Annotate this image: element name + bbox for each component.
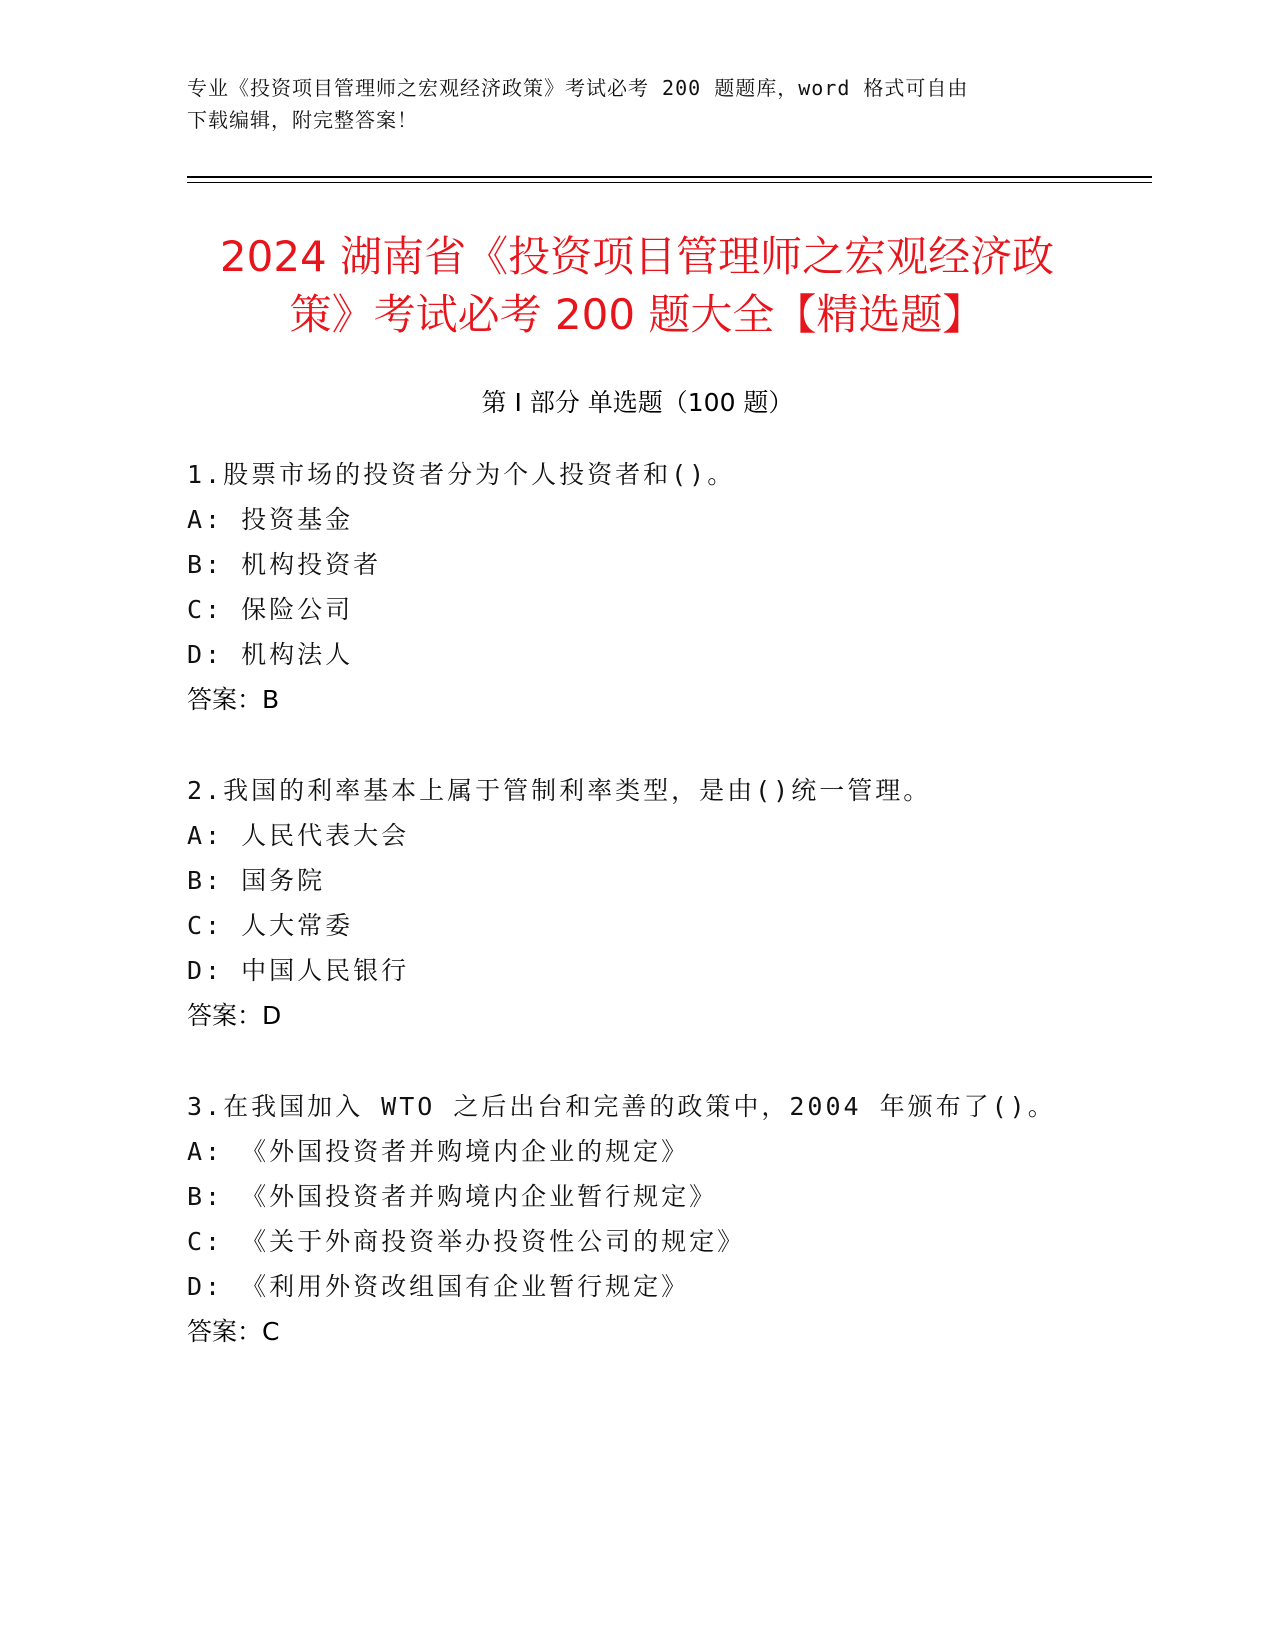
question-stem: 1.股票市场的投资者分为个人投资者和()。: [187, 460, 736, 489]
option-a: A: 《外国投资者并购境内企业的规定》: [187, 1137, 690, 1166]
document-title: [187, 228, 1087, 344]
document-title-line-2: 策》考试必考 200 题大全【精选题】: [289, 290, 985, 339]
answer-label: 答案：D: [187, 1001, 282, 1030]
option-a: A: 投资基金: [187, 505, 354, 534]
option-c: C: 《关于外商投资举办投资性公司的规定》: [187, 1227, 746, 1256]
question-stem: 3.在我国加入 WTO 之后出台和完善的政策中，2004 年颁布了()。: [187, 1092, 1056, 1121]
option-b: B: 国务院: [187, 866, 326, 895]
question-1: [187, 452, 1147, 722]
option-d: D: 《利用外资改组国有企业暂行规定》: [187, 1272, 690, 1301]
option-c: C: 人大常委: [187, 911, 354, 940]
section-heading: 第 I 部分 单选题（100 题）: [481, 388, 794, 417]
option-a: A: 人民代表大会: [187, 821, 410, 850]
option-c: C: 保险公司: [187, 595, 354, 624]
question-2: [187, 768, 1147, 1038]
option-b: B: 机构投资者: [187, 550, 382, 579]
answer-label: 答案：C: [187, 1317, 280, 1346]
header-note: [187, 72, 1087, 136]
option-b: B: 《外国投资者并购境内企业暂行规定》: [187, 1182, 718, 1211]
question-3: [187, 1084, 1147, 1354]
header-divider-thin: [187, 182, 1152, 183]
answer-label: 答案：B: [187, 685, 280, 714]
question-stem: 2.我国的利率基本上属于管制利率类型，是由()统一管理。: [187, 776, 932, 805]
document-title-line-1: 2024 湖南省《投资项目管理师之宏观经济政: [219, 232, 1055, 281]
option-d: D: 中国人民银行: [187, 956, 410, 985]
option-d: D: 机构法人: [187, 640, 354, 669]
header-note-line-2: 下载编辑，附完整答案！: [187, 108, 418, 132]
header-divider-thick: [187, 176, 1152, 178]
header-note-line-1: 专业《投资项目管理师之宏观经济政策》考试必考 200 题题库，word 格式可自由: [187, 76, 969, 100]
